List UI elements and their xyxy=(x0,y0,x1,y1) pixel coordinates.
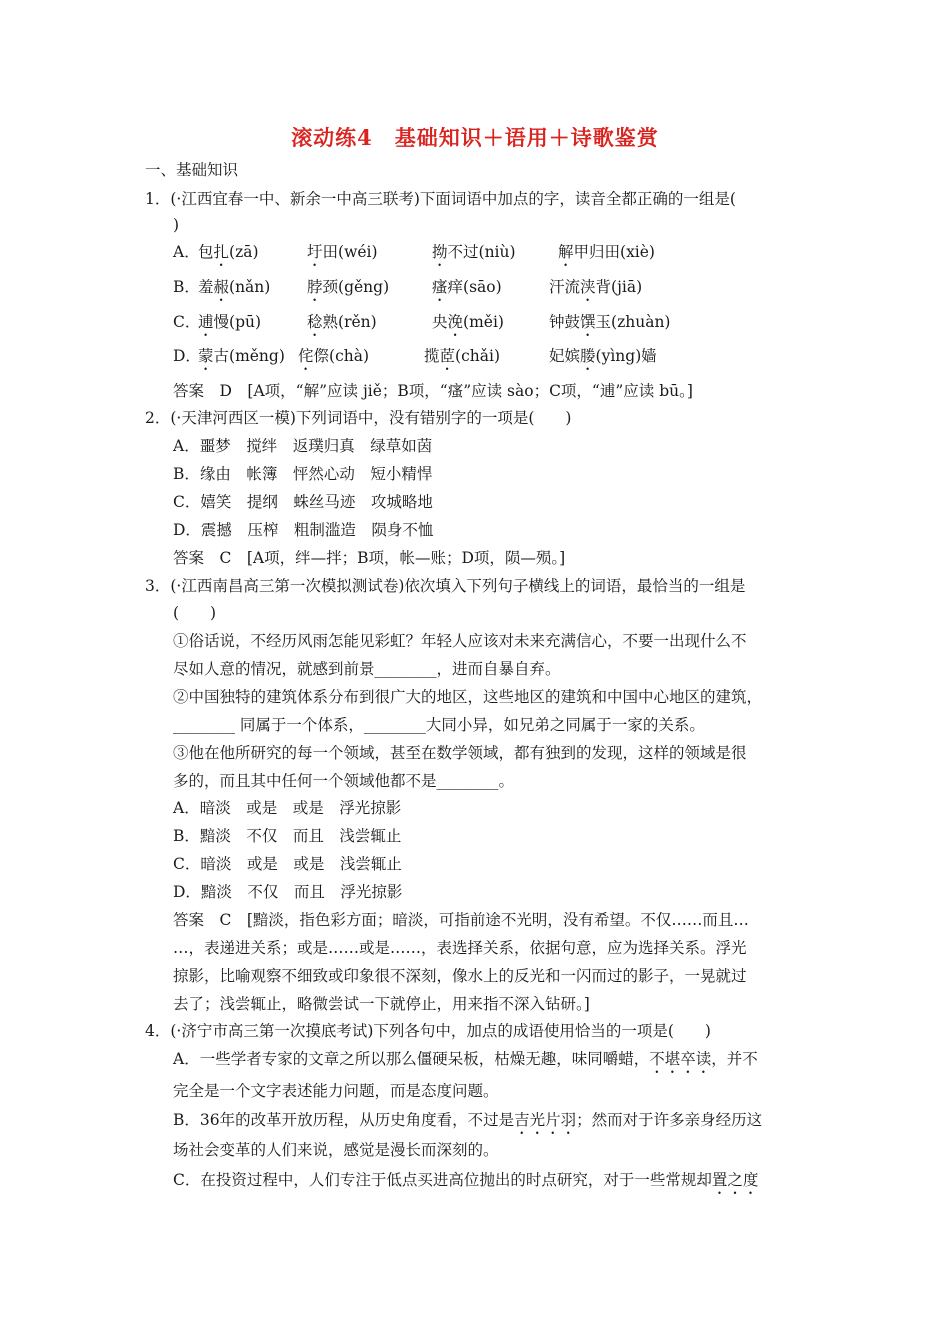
q3-answer: 答案 C [黯淡，指色彩方面；暗淡，可指前途不光明，没有希望。不仅……而且… xyxy=(173,911,749,929)
q4-option-b-cont: 场社会变革的人们来说，感觉是漫长而深刻的。 xyxy=(173,1141,499,1159)
option-label: B． xyxy=(173,278,200,296)
q3-sentence-2: ②中国独特的建筑体系分布到很广大的地区，这些地区的建筑和中国中心地区的建筑， xyxy=(173,688,763,706)
section-heading: 一、基础知识 xyxy=(145,161,239,179)
q3-answer-cont: 去了；浅尝辄止，略微尝试一下就停止，用来指不深入钻研。] xyxy=(173,995,590,1013)
q1-stem-close: ) xyxy=(173,216,180,234)
word-item: 拗不过(niù) xyxy=(432,243,516,261)
q2-stem: 2．(·天津河西区一模)下列词语中，没有错别字的一项是( ) xyxy=(145,409,572,427)
option-label: D． xyxy=(173,347,201,365)
q2-option-b: B．缘由 帐簿 怦然心动 短小精悍 xyxy=(173,465,433,483)
word-item: 揽茝(chǎi) xyxy=(424,347,500,365)
page-title: 滚动练4 基础知识＋语用＋诗歌鉴赏 xyxy=(291,125,659,150)
q3-answer-cont: …，表递进关系；或是……或是……，表选择关系，依据句意，应为选择关系。浮光 xyxy=(173,939,747,957)
word-item: 央浼(měi) xyxy=(432,313,504,331)
q3-sentence-3: ③他在他所研究的每一个领域，甚至在数学领域，都有独到的发现，这样的领域是很 xyxy=(173,744,747,762)
word-item: 侘傺(chà) xyxy=(298,347,370,365)
q1-stem: 1．(·江西宜春一中、新余一中高三联考)下面词语中加点的字，读音全都正确的一组是( xyxy=(145,190,736,208)
emphasized-idiom: 吉光片羽 xyxy=(514,1111,577,1129)
q4-option-b: B．36年的改革开放历程，从历史角度看，不过是吉光片羽；然而对于许多亲身经历这 xyxy=(173,1111,763,1129)
word-item: 脖颈(gěng) xyxy=(307,278,390,296)
q3-sentence-1-cont: 尽如人意的情况，就感到前景________，进而自暴自弃。 xyxy=(173,660,561,678)
word-item: 蒙古(měng) xyxy=(198,347,285,365)
q4-stem: 4．(·济宁市高三第一次摸底考试)下列各句中，加点的成语使用恰当的一项是( ) xyxy=(145,1022,711,1040)
q2-option-d: D．震撼 压榨 粗制滥造 陨身不恤 xyxy=(173,521,434,539)
word-item: 妃嫔媵(yìng)嫱 xyxy=(549,347,657,365)
word-item: 稔熟(rěn) xyxy=(307,313,377,331)
word-item: 汗流浃背(jiā) xyxy=(549,278,643,296)
emphasized-idiom: 置之度 xyxy=(711,1171,759,1189)
option-label: A． xyxy=(173,243,200,261)
word-item: 包扎(zā) xyxy=(198,243,259,261)
q4-option-a: A．一些学者专家的文章之所以那么僵硬呆板，枯燥无趣，味同嚼蜡，不堪卒读，并不 xyxy=(173,1050,758,1068)
word-item: 羞赧(nǎn) xyxy=(198,278,271,296)
q3-sentence-1: ①俗话说，不经历风雨怎能见彩虹？年轻人应该对未来充满信心，不要一出现什么不 xyxy=(173,632,747,650)
q3-sentence-2-cont: ________ 同属于一个体系，________大同小异，如兄弟之同属于一家的关系。 xyxy=(173,716,705,734)
word-item: 圩田(wéi) xyxy=(307,243,378,261)
q3-option-a: A．暗淡 或是 或是 浮光掠影 xyxy=(173,799,402,817)
q1-answer: 答案 D [A项，“解”应读 jiě；B项，“瘙”应读 sào；C项，“逋”应读 bū。] xyxy=(173,382,693,400)
q3-sentence-3-cont: 多的，而且其中任何一个领域他都不是________。 xyxy=(173,772,515,790)
word-item: 解甲归田(xiè) xyxy=(558,243,655,261)
word-item: 逋慢(pū) xyxy=(198,313,262,331)
q3-stem-bracket: ( ) xyxy=(173,604,217,622)
q3-stem: 3．(·江西南昌高三第一次模拟测试卷)依次填入下列句子横线上的词语，最恰当的一组是 xyxy=(145,577,746,595)
q2-option-c: C．嬉笑 提纲 蛛丝马迹 攻城略地 xyxy=(173,493,433,511)
q2-answer: 答案 C [A项，绊—拌；B项，帐—账；D项，陨—殒。] xyxy=(173,549,566,567)
q3-option-c: C．暗淡 或是 或是 浅尝辄止 xyxy=(173,855,402,873)
emphasized-idiom: 不堪卒读 xyxy=(649,1050,712,1068)
q3-option-d: D．黯淡 不仅 而且 浮光掠影 xyxy=(173,883,403,901)
word-item: 钟鼓馔玉(zhuàn) xyxy=(549,313,671,331)
word-item: 瘙痒(sāo) xyxy=(432,278,502,296)
q2-option-a: A．噩梦 搅绊 返璞归真 绿草如茵 xyxy=(173,437,433,455)
q4-option-c: C．在投资过程中，人们专注于低点买进高位抛出的时点研究，对于一些常规却置之度 xyxy=(173,1171,759,1189)
q3-answer-cont: 掠影，比喻观察不细致或印象很不深刻，像水上的反光和一闪而过的影子，一晃就过 xyxy=(173,967,747,985)
q3-option-b: B．黯淡 不仅 而且 浅尝辄止 xyxy=(173,827,402,845)
option-label: C． xyxy=(173,313,201,331)
q4-option-a-cont: 完全是一个文字表述能力问题，而是态度问题。 xyxy=(173,1082,499,1100)
